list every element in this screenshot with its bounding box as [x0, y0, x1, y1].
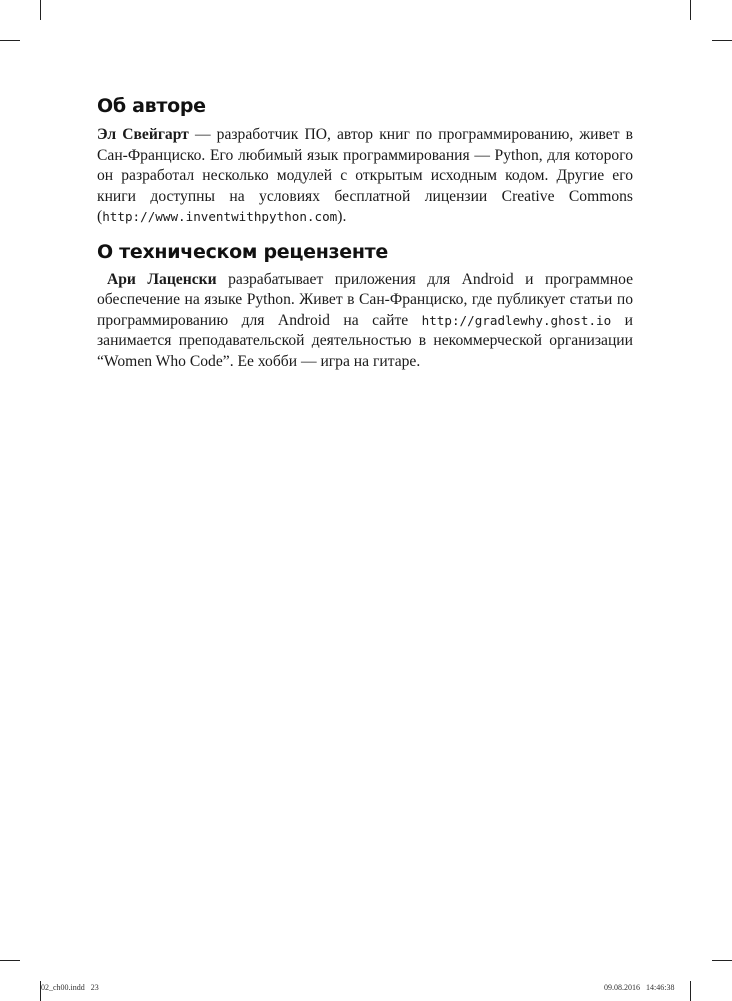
crop-mark [712, 40, 732, 41]
author-url-link[interactable]: http://www.inventwithpython.com [102, 209, 338, 224]
reviewer-name: Ари Лаценски [107, 270, 217, 288]
reviewer-paragraph [97, 270, 633, 373]
reviewer-text: разрабатывает приложения для Android и программное обеспечение на языке Python. Живет в Сан-Франциско, где публикует статьи по программированию для Android на сайте [97, 270, 633, 329]
author-name: Эл Свейгарт [97, 126, 189, 143]
author-text-end: ). [337, 208, 347, 225]
tech-reviewer-section [97, 240, 633, 373]
author-heading: Об авторе [97, 95, 206, 117]
about-author-section [97, 94, 633, 228]
crop-mark [40, 0, 41, 20]
reviewer-text-end: и занимается преподавательской деятельностью в некоммерческой организации “Women Who Code”. Ее хобби — игра на гитаре. [97, 311, 633, 370]
footer-datetime: 09.08.2016 14:46:38 [604, 983, 675, 992]
crop-mark [690, 0, 691, 20]
page-content [97, 94, 633, 372]
reviewer-url-link[interactable]: http://gradlewhy.ghost.io [421, 312, 612, 328]
author-paragraph [97, 125, 633, 228]
author-text: — разработчик ПО, автор книг по программированию, живет в Сан-Франциско. Его любимый язык программирования — Python, для которого он разработал несколько модулей с открытым исходным кодом. Другие его книги доступны на условиях бесплатной лицензии Creative Commons ( [97, 126, 633, 225]
footer-file-info: 02_ch00.indd 23 [41, 983, 99, 992]
crop-mark [0, 40, 20, 41]
crop-mark [0, 960, 20, 961]
crop-mark [712, 960, 732, 961]
reviewer-heading: О техническом рецензенте [97, 240, 388, 263]
crop-mark [690, 981, 691, 1001]
